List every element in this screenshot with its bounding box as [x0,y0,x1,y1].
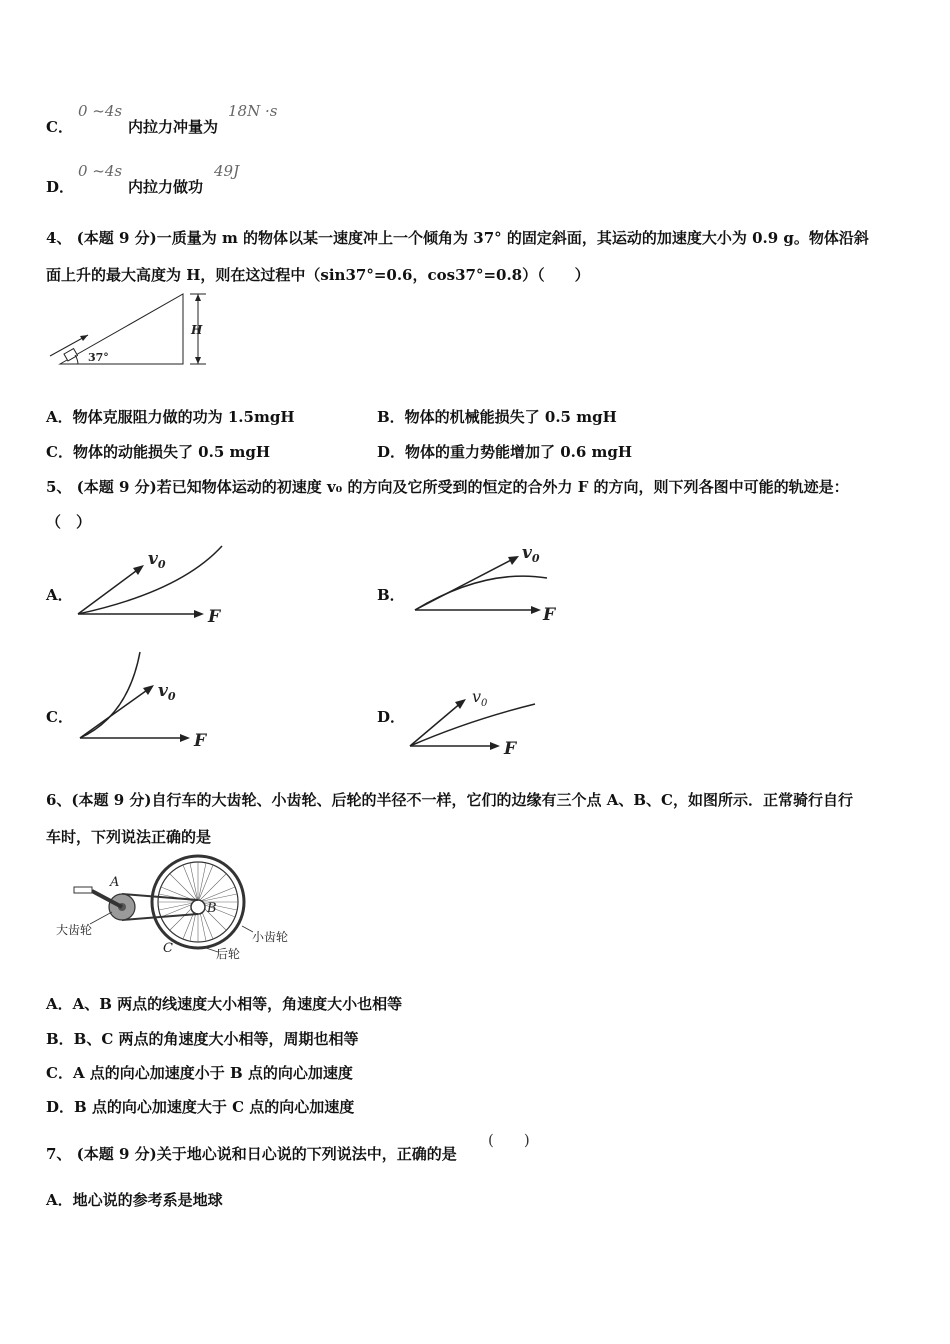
q5-figure-b [405,538,565,628]
velocity-label: $v_0$ [472,687,488,709]
point-a-label: A [110,875,120,890]
force-label: F [543,605,556,625]
trajectory [415,576,547,610]
q6-option-d: D．B 点的向心加速度大于 C 点的向心加速度 [46,1098,355,1116]
q5-stem-line2: （ ） [46,513,92,531]
q3-option-d-label: D． [46,178,75,196]
q3-option-c-math-time: 0 ~4s [78,102,123,120]
incline-triangle [60,294,183,364]
velocity-label: $v_0$ [148,549,166,571]
q6-option-c: C．A 点的向心加速度小于 B 点的向心加速度 [46,1064,353,1082]
rear-wheel-label: 后轮 [216,947,241,961]
q6-stem-line1: 6、(本题 9 分)自行车的大齿轮、小齿轮、后轮的半径不一样，它们的边缘有三个点 A、B、C，如图所示．正常骑行自行 [46,791,853,809]
q7-answer-paren: ( ) [488,1131,530,1149]
q6-bicycle-figure [50,852,310,967]
big-gear-label: 大齿轮 [56,923,93,937]
q6-stem-line2: 车时，下列说法正确的是 [46,828,212,846]
q5-figure-a [70,540,230,630]
q4-stem-line1: 4、 (本题 9 分)一质量为 m 的物体以某一速度冲上一个倾角为 37° 的固定斜面，其运动的加速度大小为 0.9 g。物体沿斜 [46,229,869,247]
q4-option-c: C．物体的动能损失了 0.5 mgH [46,443,271,461]
point-b-label: B [207,901,217,916]
q5-option-d-label: D． [377,708,406,726]
q4-stem-line2: 面上升的最大高度为 H，则在这过程中（sin37°=0.6，cos37°=0.8）（ ） [46,266,590,284]
q3-option-c-math-value: 18N ·s [228,102,278,120]
q5-option-a-label: A． [46,586,73,604]
q3-option-d-math-value: 49J [214,162,240,180]
trajectory [410,704,535,746]
force-label: F [208,607,221,627]
q5-figure-c [70,648,230,751]
q4-incline-figure [40,290,220,370]
q4-option-a: A．物体克服阻力做的功为 1.5mgH [46,408,295,426]
q7-option-a: A．地心说的参考系是地球 [46,1191,223,1209]
q5-stem-line1: 5、 (本题 9 分)若已知物体运动的初速度 v₀ 的方向及它所受到的恒定的合外力 F 的方向，则下列各图中可能的轨迹是： [46,478,849,496]
q6-option-a: A．A、B 两点的线速度大小相等，角速度大小也相等 [46,995,403,1013]
small-gear-label: 小齿轮 [252,930,289,944]
force-label: F [504,739,517,759]
velocity-label: $v_0$ [158,681,176,703]
q3-option-d-math-time: 0 ~4s [78,162,123,180]
q3-option-d-text: 内拉力做功 [128,178,204,196]
trajectory [80,652,140,738]
q5-figure-d [400,676,550,759]
q5-option-c-label: C． [46,708,73,726]
q3-option-c-text: 内拉力冲量为 [128,118,219,136]
height-label: H [191,323,203,337]
q6-option-b: B．B、C 两点的角速度大小相等，周期也相等 [46,1030,359,1048]
q4-option-b: B．物体的机械能损失了 0.5 mgH [377,408,617,426]
point-c-label: C [163,941,173,956]
angle-label: 37° [88,351,109,364]
small-gear [191,900,205,914]
velocity-label: $v_0$ [522,543,540,565]
block [64,349,78,361]
q7-stem: 7、 (本题 9 分)关于地心说和日心说的下列说法中，正确的是 [46,1145,457,1163]
force-label: F [194,731,207,751]
q3-option-c-label: C． [46,118,73,136]
q4-option-d: D．物体的重力势能增加了 0.6 mgH [377,443,633,461]
q5-option-b-label: B． [377,586,405,604]
